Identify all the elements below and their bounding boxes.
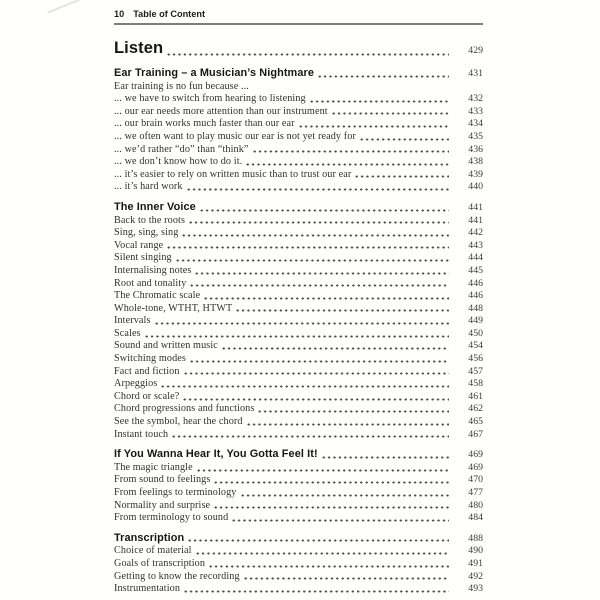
toc-entry-label: Scales	[114, 327, 141, 339]
toc-page-number: 458	[468, 378, 483, 390]
dot-leader	[309, 93, 449, 106]
toc-row	[114, 131, 483, 144]
dot-leader	[166, 39, 449, 60]
toc-row	[114, 106, 483, 119]
toc-row	[114, 252, 483, 265]
dot-leader	[183, 366, 449, 379]
dot-leader	[298, 118, 449, 131]
toc-entry-label: ... we don’t know how to do it.	[114, 156, 243, 168]
toc-page-number: 492	[468, 570, 483, 582]
toc-page-number: 480	[468, 499, 483, 511]
toc-row	[114, 532, 483, 546]
toc-page-number: 465	[468, 416, 483, 428]
header-rule	[114, 23, 483, 25]
dot-leader	[182, 391, 449, 404]
toc-row	[114, 265, 483, 278]
toc-row	[114, 487, 483, 500]
dot-leader	[186, 181, 449, 194]
toc-entry-label: The Chromatic scale	[114, 290, 201, 302]
dot-leader	[194, 265, 449, 278]
toc-entry-label: Ear Training – a Musician’s Nightmare	[114, 67, 314, 79]
toc-page-number: 470	[468, 474, 483, 486]
dot-leader	[235, 303, 449, 316]
toc-page-number: 445	[468, 264, 483, 276]
toc-page-number: 490	[468, 545, 483, 557]
toc-entry-label: If You Wanna Hear It, You Gotta Feel It!	[114, 448, 318, 461]
toc-row	[114, 558, 483, 571]
toc-row	[114, 378, 483, 391]
toc-entry-label: Back to the roots	[114, 214, 186, 226]
toc-page-number: 442	[468, 227, 483, 239]
toc-page-number: 435	[468, 130, 483, 142]
toc-page-number: 432	[468, 93, 483, 105]
dot-leader	[240, 487, 450, 500]
dot-leader	[213, 500, 449, 513]
dot-leader	[257, 403, 449, 416]
toc-row	[114, 303, 483, 316]
dot-leader	[144, 328, 449, 341]
toc-entry-label: Goals of transcription	[114, 557, 206, 569]
dot-leader	[246, 416, 449, 429]
toc-page-number: 461	[468, 390, 483, 402]
toc-row	[114, 403, 483, 416]
dot-leader	[195, 545, 449, 558]
toc-row	[114, 328, 483, 341]
toc-row	[114, 181, 483, 194]
dot-leader	[154, 315, 449, 328]
toc-entry-label: The magic triangle	[114, 461, 193, 473]
toc-entry-label: Whole-tone, WTHT, HTWT	[114, 302, 233, 314]
toc-entry-label: See the symbol, hear the chord	[114, 416, 243, 428]
toc-entry-label: From terminology to sound	[114, 512, 229, 524]
toc-page-number: 484	[468, 512, 483, 524]
toc-entry-label: ... our brain works much faster than our ear	[114, 118, 295, 130]
toc-list	[114, 39, 483, 596]
toc-page-number: 488	[468, 532, 483, 544]
toc-row	[114, 429, 483, 442]
toc-page-number: 436	[468, 143, 483, 155]
toc-entry-label: From feelings to terminology	[114, 487, 237, 498]
toc-row	[114, 201, 483, 215]
toc-row	[114, 366, 483, 379]
toc-page-number: 431	[468, 68, 483, 79]
toc-entry-label: ... it’s hard work	[114, 181, 183, 193]
toc-row	[114, 156, 483, 169]
toc-row	[114, 144, 483, 157]
toc-row	[114, 416, 483, 429]
scan-artifact	[47, 0, 81, 14]
toc-entry-label: Listen	[114, 39, 164, 57]
toc-row	[114, 474, 483, 487]
toc-page-number: 450	[468, 327, 483, 339]
toc-entry-label: Instant touch	[114, 428, 169, 440]
toc-page-number: 434	[468, 118, 483, 130]
dot-leader	[196, 462, 449, 475]
dot-leader	[187, 532, 449, 546]
dot-leader	[231, 512, 449, 525]
toc-row	[114, 278, 483, 291]
toc-page-number: 457	[468, 365, 483, 377]
toc-entry-label: ... our ear needs more attention than our instrument	[114, 105, 328, 117]
toc-row	[114, 227, 483, 240]
toc-entry-label: Transcription	[114, 531, 185, 544]
dot-leader	[181, 227, 449, 240]
toc-row	[114, 571, 483, 584]
toc-page-number: 429	[468, 45, 483, 56]
toc-page-number: 462	[468, 403, 483, 415]
toc-page-number: 446	[468, 277, 483, 289]
toc-page-number: 441	[468, 214, 483, 226]
toc-page-number: 469	[468, 449, 483, 461]
header-title: Table of Content	[133, 9, 206, 19]
toc-page-number: 491	[468, 557, 483, 569]
toc-entry-label: ... we have to switch from hearing to listening	[114, 93, 306, 105]
toc-entry-label: Root and tonality	[114, 277, 187, 289]
toc-entry-label: Fact and fiction	[114, 365, 180, 377]
dot-leader	[188, 215, 449, 228]
toc-entry-label: Ear training is no fun because ...	[114, 80, 249, 92]
toc-entry-label: Getting to know the recording	[114, 570, 240, 582]
toc-entry-label: Choice of material	[114, 545, 192, 557]
toc-page-number: 438	[468, 156, 483, 168]
toc-row	[114, 340, 483, 353]
toc-row	[114, 448, 483, 462]
dot-leader	[354, 169, 449, 182]
dot-leader	[189, 353, 449, 366]
toc-row	[114, 169, 483, 182]
dot-leader	[183, 583, 449, 596]
toc-row	[114, 545, 483, 558]
dot-leader	[166, 240, 449, 253]
toc-entry-label: Vocal range	[114, 239, 164, 251]
dot-leader	[208, 558, 449, 571]
dot-leader	[321, 448, 449, 462]
dot-leader	[199, 201, 449, 215]
header-page-number: 10	[114, 9, 125, 19]
toc-entry-label: Arpeggios	[114, 378, 158, 390]
toc-page-number: 456	[468, 353, 483, 365]
toc-entry-label: ... we’d rather “do” than “think”	[114, 143, 249, 155]
toc-row	[114, 93, 483, 106]
dot-leader	[189, 278, 449, 291]
toc-page-number: 441	[468, 201, 483, 213]
toc-row	[114, 462, 483, 475]
book-page-content	[114, 9, 483, 596]
toc-page-number: 493	[468, 583, 483, 595]
toc-page-number: 446	[468, 290, 483, 302]
toc-page-number: 444	[468, 252, 483, 264]
dot-leader	[359, 131, 449, 144]
toc-entry-label: ... we often want to play music our ear is not yet ready for	[114, 130, 356, 142]
running-header	[114, 9, 483, 23]
toc-page-number: 448	[468, 302, 483, 314]
toc-row	[114, 353, 483, 366]
dot-leader	[203, 290, 449, 303]
toc-entry-label: Sound and written music	[114, 340, 218, 352]
toc-page-number: 454	[468, 340, 483, 352]
toc-entry-label: Chord or scale?	[114, 390, 180, 402]
dot-leader	[245, 156, 449, 169]
dot-leader	[317, 67, 449, 81]
toc-page-number: 439	[468, 168, 483, 180]
toc-row	[114, 118, 483, 131]
dot-leader	[252, 144, 449, 157]
toc-entry-label: Instrumentation	[114, 583, 181, 595]
toc-entry-label: The Inner Voice	[114, 200, 196, 213]
dot-leader	[213, 474, 449, 487]
toc-page-number: 469	[468, 461, 483, 473]
toc-row	[114, 240, 483, 253]
dot-leader	[171, 429, 449, 442]
toc-row	[114, 583, 483, 596]
toc-page-number: 433	[468, 105, 483, 117]
toc-page-number: 467	[468, 428, 483, 440]
dot-leader	[221, 340, 449, 353]
toc-entry-label: ... it’s easier to rely on written music than to trust our ear	[114, 168, 352, 180]
toc-entry-label: Chord progressions and functions	[114, 403, 255, 415]
toc-entry-label: From sound to feelings	[114, 474, 211, 486]
dot-leader	[175, 252, 449, 265]
toc-entry-label: Intervals	[114, 315, 151, 327]
toc-row	[114, 215, 483, 228]
toc-entry-label: Internalising notes	[114, 264, 192, 276]
dot-leader	[243, 571, 449, 584]
toc-entry-label: Switching modes	[114, 353, 186, 365]
toc-row	[114, 67, 483, 81]
dot-leader	[331, 106, 449, 119]
dot-leader	[160, 378, 449, 391]
toc-row	[114, 315, 483, 328]
toc-page-number: 440	[468, 181, 483, 193]
toc-entry-label: Silent singing	[114, 252, 172, 264]
toc-page-number: 477	[468, 487, 483, 498]
toc-entry-label: Sing, sing, sing	[114, 227, 179, 239]
toc-row	[114, 512, 483, 525]
toc-row	[114, 290, 483, 303]
toc-row	[114, 39, 483, 60]
toc-entry-label: Normality and surprise	[114, 499, 211, 511]
toc-row	[114, 500, 483, 513]
toc-row	[114, 81, 483, 94]
toc-page-number: 449	[468, 315, 483, 327]
toc-row	[114, 391, 483, 404]
toc-page-number: 443	[468, 239, 483, 251]
